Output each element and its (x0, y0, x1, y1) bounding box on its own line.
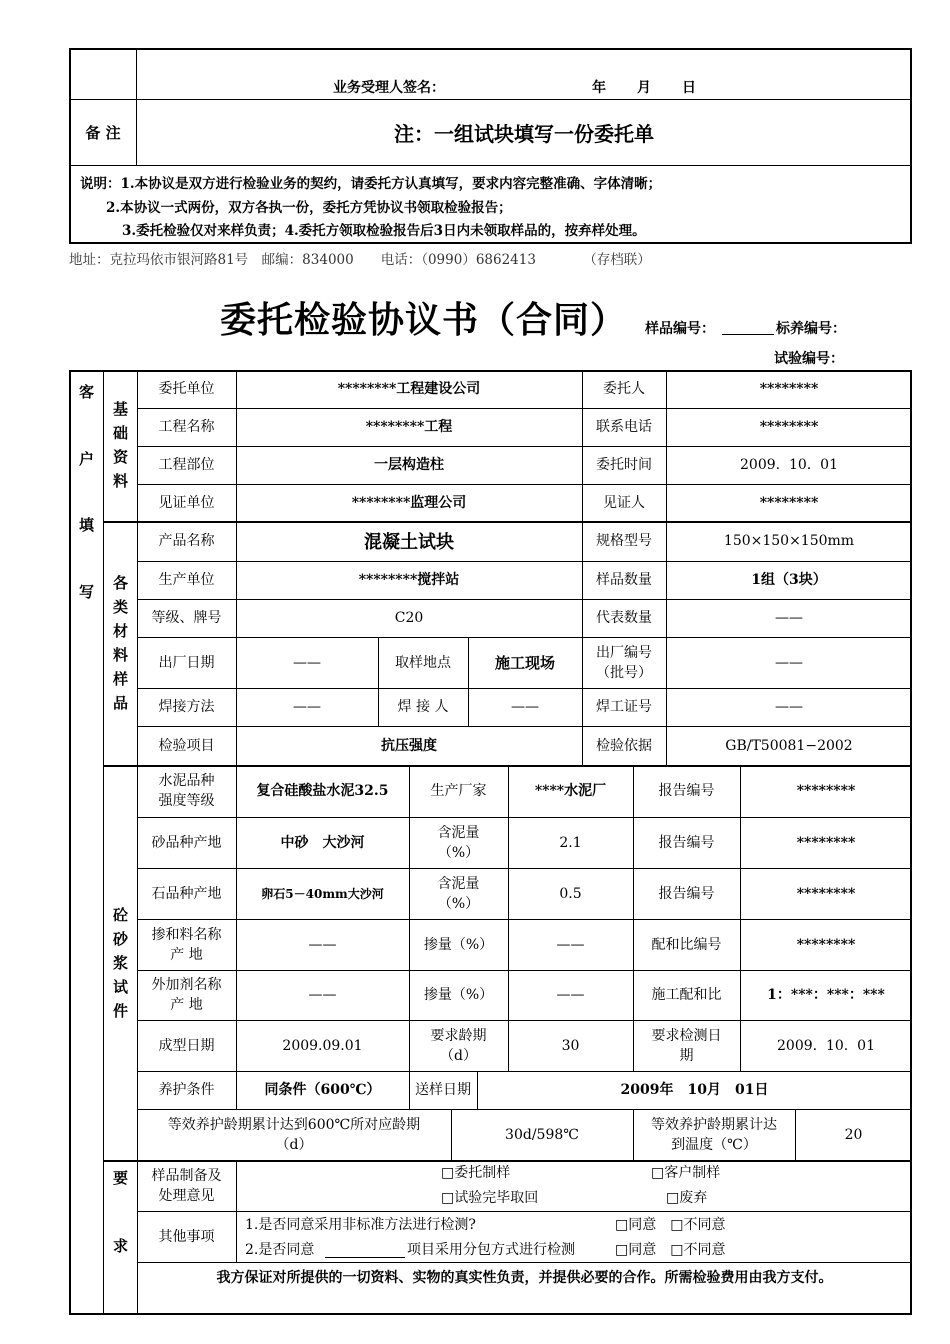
send-date-value: 2009年 10月 01日 (620, 1082, 769, 1098)
materials-char: 料 (112, 645, 128, 664)
day-label: 日 (682, 80, 696, 96)
client-unit-label: 委托单位 (158, 381, 215, 397)
requirements-label (104, 1162, 137, 1262)
sand-mud-value: 2.1 (559, 834, 582, 851)
curing-label: 养护条件 (158, 1082, 215, 1098)
customer-fill-label (70, 372, 103, 612)
client-time-value: 2009. 10. 01 (740, 457, 838, 473)
sample-qty-label: 样品数量 (596, 572, 652, 588)
grade-value: C20 (394, 610, 424, 626)
report-no-value-1: ******** (796, 783, 856, 799)
signature-label: 业务受理人签名： (333, 80, 445, 96)
client-person-label: 委托人 (603, 381, 645, 397)
product-name-label: 产品名称 (158, 533, 215, 549)
opt-discard[interactable]: □废弃 (666, 1190, 708, 1206)
witness-value: ******** (759, 494, 819, 511)
concrete-label (104, 900, 137, 1025)
admixture-label-line: 产 地 (170, 946, 203, 963)
cement-label (137, 765, 236, 817)
required-age-label-line: （d） (440, 1047, 477, 1064)
project-part-label: 工程部位 (158, 457, 215, 473)
requirements-char: 求 (112, 1237, 128, 1255)
additive-dose-value: —— (556, 987, 585, 1003)
opt-return-after-test[interactable]: □试验完毕取回 (441, 1190, 539, 1206)
producer-label: 生产单位 (158, 572, 215, 588)
weld-method-label: 焊接方法 (158, 699, 215, 715)
sample-qty-value: 1组（3块） (751, 572, 827, 588)
month-label: 月 (637, 80, 651, 96)
sand-mud-label (409, 817, 508, 868)
factory-date-value: —— (293, 654, 321, 671)
welder-cert-value: —— (775, 699, 803, 715)
client-time-label: 委托时间 (596, 457, 652, 473)
stone-mud-label-line: 含泥量 (437, 875, 480, 892)
stone-mud-value: 0.5 (559, 885, 582, 902)
factory-date-label: 出厂日期 (158, 654, 215, 671)
welder-cert-label: 焊工证号 (596, 699, 652, 715)
materials-char: 各 (112, 573, 128, 592)
basic-char: 础 (112, 424, 128, 442)
phone-value: ******** (759, 419, 819, 435)
question-subcontract-options[interactable]: □同意 □不同意 (615, 1242, 726, 1258)
product-name-value: 混凝土试块 (364, 532, 454, 553)
report-no-value-3: ******** (796, 885, 856, 902)
guarantee-statement: 我方保证对所提供的一切资料、实物的真实性负责，并提供必要的合作。所需检验费用由我方支付。 (216, 1270, 833, 1286)
materials-char: 材 (112, 621, 128, 640)
required-age-label-line: 要求龄期 (430, 1027, 487, 1044)
equivalent-temp-value: 20 (844, 1126, 863, 1143)
remarks-text: 注：一组试块填写一份委托单 (394, 122, 654, 146)
factory-number-label-line: （批号） (596, 664, 652, 681)
equivalent-temp-label (633, 1109, 795, 1160)
cement-value: 复合硅酸盐水泥32.5 (256, 783, 389, 799)
stone-mud-label-line: （%） (437, 895, 480, 912)
curing-value: 同条件（600℃） (264, 1082, 381, 1098)
equivalent-age-value: 30d/598℃ (505, 1126, 579, 1143)
witness-label: 见证人 (603, 494, 645, 511)
project-name-label: 工程名称 (158, 419, 215, 435)
grade-label: 等级、牌号 (151, 610, 222, 626)
phone-label: 联系电话 (596, 419, 652, 435)
equivalent-age-label-line: 等效养护龄期累计达到600℃所对应龄期 (167, 1116, 421, 1133)
stone-mud-label (409, 868, 508, 919)
stone-value: 卵石5－40mm大沙河 (261, 887, 384, 901)
sand-mud-label-line: （%） (437, 844, 480, 861)
sand-mud-label-line: 含泥量 (437, 824, 480, 841)
sampling-place-value: 施工现场 (494, 654, 555, 672)
weld-method-value: —— (293, 699, 321, 715)
cement-label-line: 强度等级 (158, 793, 215, 809)
construction-ratio-value: 1：***：***：*** (767, 987, 885, 1003)
forming-date-label: 成型日期 (158, 1037, 215, 1054)
basic-char: 料 (112, 472, 128, 490)
concrete-char: 浆 (112, 953, 128, 972)
project-part-value: 一层构造柱 (374, 457, 444, 473)
admixture-value: —— (308, 936, 337, 953)
sample-number-label: 样品编号： (645, 321, 715, 337)
customer-char: 客 (78, 383, 94, 401)
required-test-date-label-line: 期 (679, 1047, 694, 1064)
producer-value: ********搅拌站 (358, 572, 460, 588)
concrete-char: 试 (112, 977, 128, 996)
requirements-char: 要 (112, 1169, 128, 1187)
question-nonstandard: 1.是否同意采用非标准方法进行检测? (245, 1217, 476, 1233)
required-test-date-label (633, 1020, 740, 1071)
witness-unit-label: 见证单位 (158, 494, 215, 511)
admixture-label (137, 919, 236, 970)
question-nonstandard-options[interactable]: □同意 □不同意 (615, 1217, 726, 1233)
construction-ratio-label: 施工配和比 (651, 987, 722, 1003)
basic-info-label (104, 395, 137, 495)
other-matters-label: 其他事项 (158, 1228, 215, 1245)
forming-date-value: 2009.09.01 (282, 1037, 363, 1054)
concrete-char: 件 (112, 1001, 128, 1020)
sand-value: 中砂 大沙河 (280, 834, 365, 851)
note-line-2: 2.本协议一式两份，双方各执一份，委托方凭协议书领取检验报告； (106, 200, 512, 216)
test-item-label: 检验项目 (158, 737, 215, 754)
cement-label-line: 水泥品种 (158, 773, 215, 789)
mix-ratio-no-value: ******** (796, 936, 856, 953)
sample-number-blank (722, 334, 774, 335)
customer-char: 户 (78, 449, 94, 468)
question-subcontract-a: 2.是否同意 (245, 1242, 315, 1258)
address-line: 地址：克拉玛依市银河路81号 邮编：834000 电话：（0990）6862413 （存档联） (69, 252, 651, 268)
client-person-value: ******** (759, 381, 819, 397)
spec-label: 规格型号 (596, 533, 652, 549)
concrete-char: 砼 (112, 905, 128, 924)
mix-ratio-no-label: 配和比编号 (651, 936, 722, 953)
witness-unit-value: ********监理公司 (351, 494, 467, 511)
additive-value: —— (308, 987, 337, 1003)
materials-label (104, 570, 137, 715)
manufacturer-label: 生产厂家 (430, 783, 487, 799)
customer-char: 填 (78, 516, 94, 535)
note-line-1: 说明：1.本协议是双方进行检验业务的契约，请委托方认真填写，要求内容完整准确、字体清晰； (80, 176, 662, 192)
equivalent-temp-label-line: 等效养护龄期累计达 (651, 1116, 777, 1133)
remarks-label: 备 注 (85, 124, 121, 142)
sample-prep-label-line: 样品制备及 (151, 1167, 222, 1184)
additive-label-line: 产 地 (170, 997, 203, 1013)
additive-label (137, 970, 236, 1020)
question-subcontract-b: 项目采用分包方式进行检测 (407, 1242, 575, 1258)
materials-char: 样 (112, 669, 128, 688)
test-basis-label: 检验依据 (596, 737, 652, 754)
project-name-value: ********工程 (365, 419, 453, 435)
additive-label-line: 外加剂名称 (151, 977, 222, 993)
welder-value: —— (511, 699, 539, 715)
standard-number-label: 标养编号： (776, 321, 846, 337)
concrete-char: 砂 (112, 929, 128, 948)
factory-number-label-line: 出厂编号 (596, 644, 652, 661)
test-item-value: 抗压强度 (381, 737, 437, 754)
admixture-label-line: 掺和料名称 (151, 926, 222, 943)
factory-number-value: —— (775, 654, 803, 671)
materials-char: 品 (112, 693, 128, 712)
required-test-date-value: 2009. 10. 01 (777, 1037, 875, 1054)
equivalent-temp-label-line: 到温度（℃） (671, 1136, 757, 1153)
sample-prep-label-line: 处理意见 (158, 1187, 215, 1204)
required-age-label (409, 1020, 508, 1071)
additive-dose-label: 掺量（%） (423, 987, 494, 1003)
equivalent-age-label (137, 1109, 451, 1160)
subcontract-blank[interactable] (325, 1257, 405, 1258)
basic-char: 资 (112, 448, 128, 466)
customer-char: 写 (78, 582, 94, 601)
note-line-3: 3.委托检验仅对来样负责；4.委托方领取检验报告后3日内未领取样品的，按弃样处理。 (122, 223, 646, 239)
admixture-dose-value: —— (556, 936, 585, 953)
factory-number-label (582, 637, 666, 688)
report-no-label-1: 报告编号 (658, 783, 715, 799)
send-date-label: 送样日期 (415, 1082, 471, 1098)
welder-label: 焊 接 人 (397, 699, 449, 715)
sampling-place-label: 取样地点 (395, 654, 451, 671)
opt-client-prep[interactable]: □委托制样 (441, 1165, 511, 1181)
client-unit-value: ********工程建设公司 (337, 381, 481, 397)
sample-prep-label (137, 1160, 236, 1211)
test-basis-value: GB/T50081−2002 (725, 737, 853, 754)
basic-char: 基 (112, 400, 128, 418)
admixture-dose-label: 掺量（%） (423, 936, 494, 953)
report-no-label-3: 报告编号 (658, 885, 715, 902)
represent-qty-value: —— (775, 610, 803, 626)
materials-char: 类 (112, 597, 128, 616)
test-number-label: 试验编号： (774, 351, 844, 367)
represent-qty-label: 代表数量 (596, 610, 652, 626)
page-title: 委托检验协议书（合同） (220, 299, 628, 341)
opt-customer-prep[interactable]: □客户制样 (651, 1165, 721, 1181)
manufacturer-value: ****水泥厂 (534, 783, 607, 799)
stone-label: 石品种产地 (151, 885, 222, 902)
required-age-value: 30 (561, 1037, 580, 1054)
sand-label: 砂品种产地 (151, 834, 222, 851)
year-label: 年 (592, 80, 606, 96)
required-test-date-label-line: 要求检测日 (651, 1027, 722, 1044)
report-no-label-2: 报告编号 (658, 834, 715, 851)
equivalent-age-label-line: （d） (275, 1136, 313, 1153)
report-no-value-2: ******** (796, 834, 856, 851)
spec-value: 150×150×150mm (723, 533, 855, 549)
